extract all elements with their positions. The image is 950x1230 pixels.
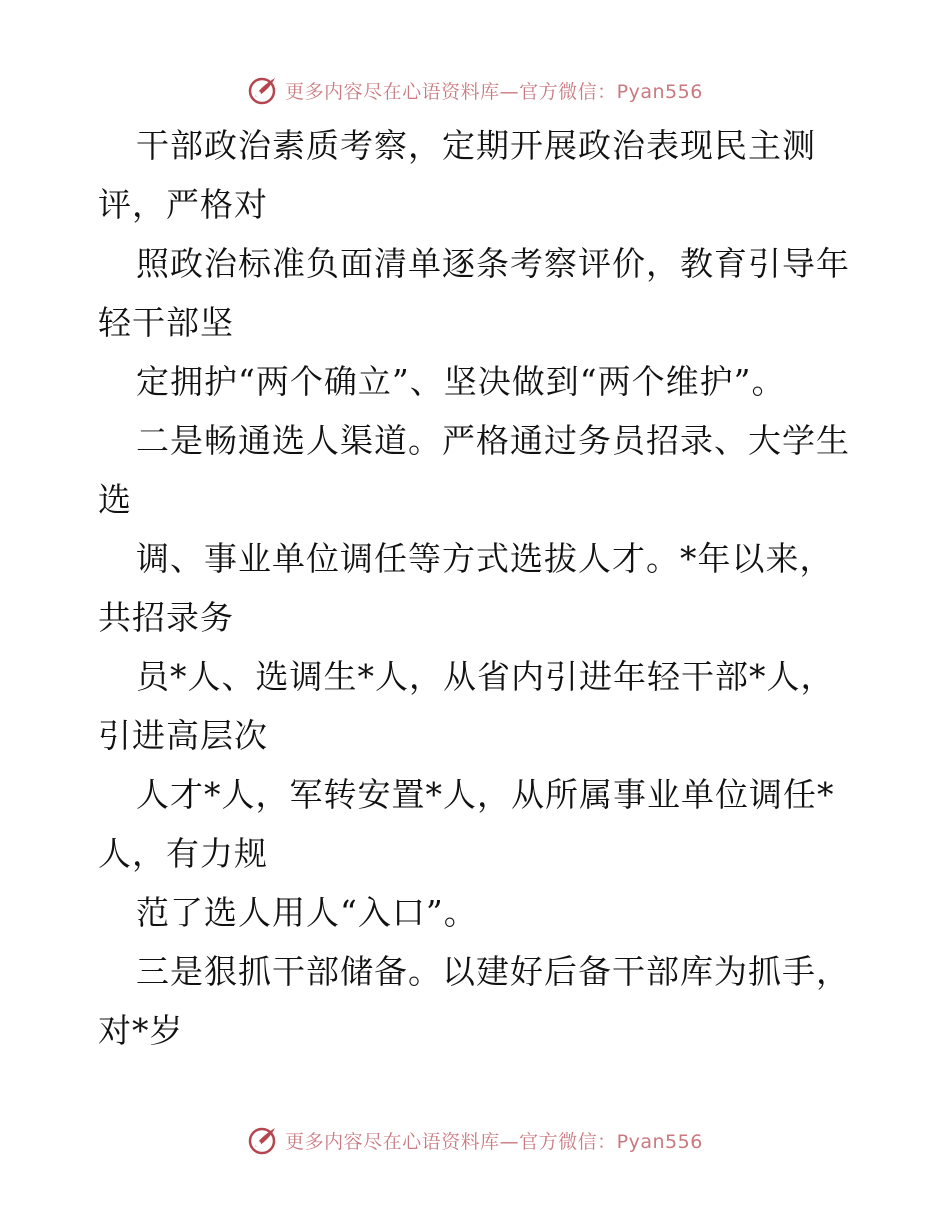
body-line-4: 轻干部坚 — [98, 303, 234, 342]
footer-banner-text: 更多内容尽在心语资料库—官方微信：Pyan556 — [285, 1130, 703, 1153]
footer-banner — [0, 1120, 950, 1160]
body-line-9: 共招录务 — [98, 598, 234, 637]
body-line-6: 二是畅通选人渠道。严格通过务员招录、大学生 — [136, 421, 850, 460]
quill-seal-icon — [247, 1124, 279, 1156]
body-line-16: 对*岁 — [98, 1011, 184, 1050]
body-line-11: 引进高层次 — [98, 716, 268, 755]
body-line-8: 调、事业单位调任等方式选拔人才。*年以来， — [136, 539, 834, 578]
body-line-3: 照政治标准负面清单逐条考察评价，教育引导年 — [136, 244, 850, 283]
body-line-5: 定拥护“两个确立”、坚决做到“两个维护”。 — [136, 362, 786, 401]
body-line-7: 选 — [98, 480, 132, 519]
body-line-10: 员*人、选调生*人，从省内引进年轻干部*人， — [136, 657, 835, 696]
body-line-15: 三是狠抓干部储备。以建好后备干部库为抓手， — [136, 952, 850, 991]
body-line-13: 人，有力规 — [98, 834, 268, 873]
quill-seal-icon — [247, 74, 279, 106]
body-line-1: 干部政治素质考察，定期开展政治表现民主测 — [136, 126, 816, 165]
header-banner — [0, 70, 950, 110]
body-line-12: 人才*人，军转安置*人，从所属事业单位调任* — [136, 775, 835, 814]
body-line-2: 评，严格对 — [98, 185, 268, 224]
body-line-14: 范了选人用人“入口”。 — [136, 893, 478, 932]
header-banner-text: 更多内容尽在心语资料库—官方微信：Pyan556 — [285, 80, 703, 103]
